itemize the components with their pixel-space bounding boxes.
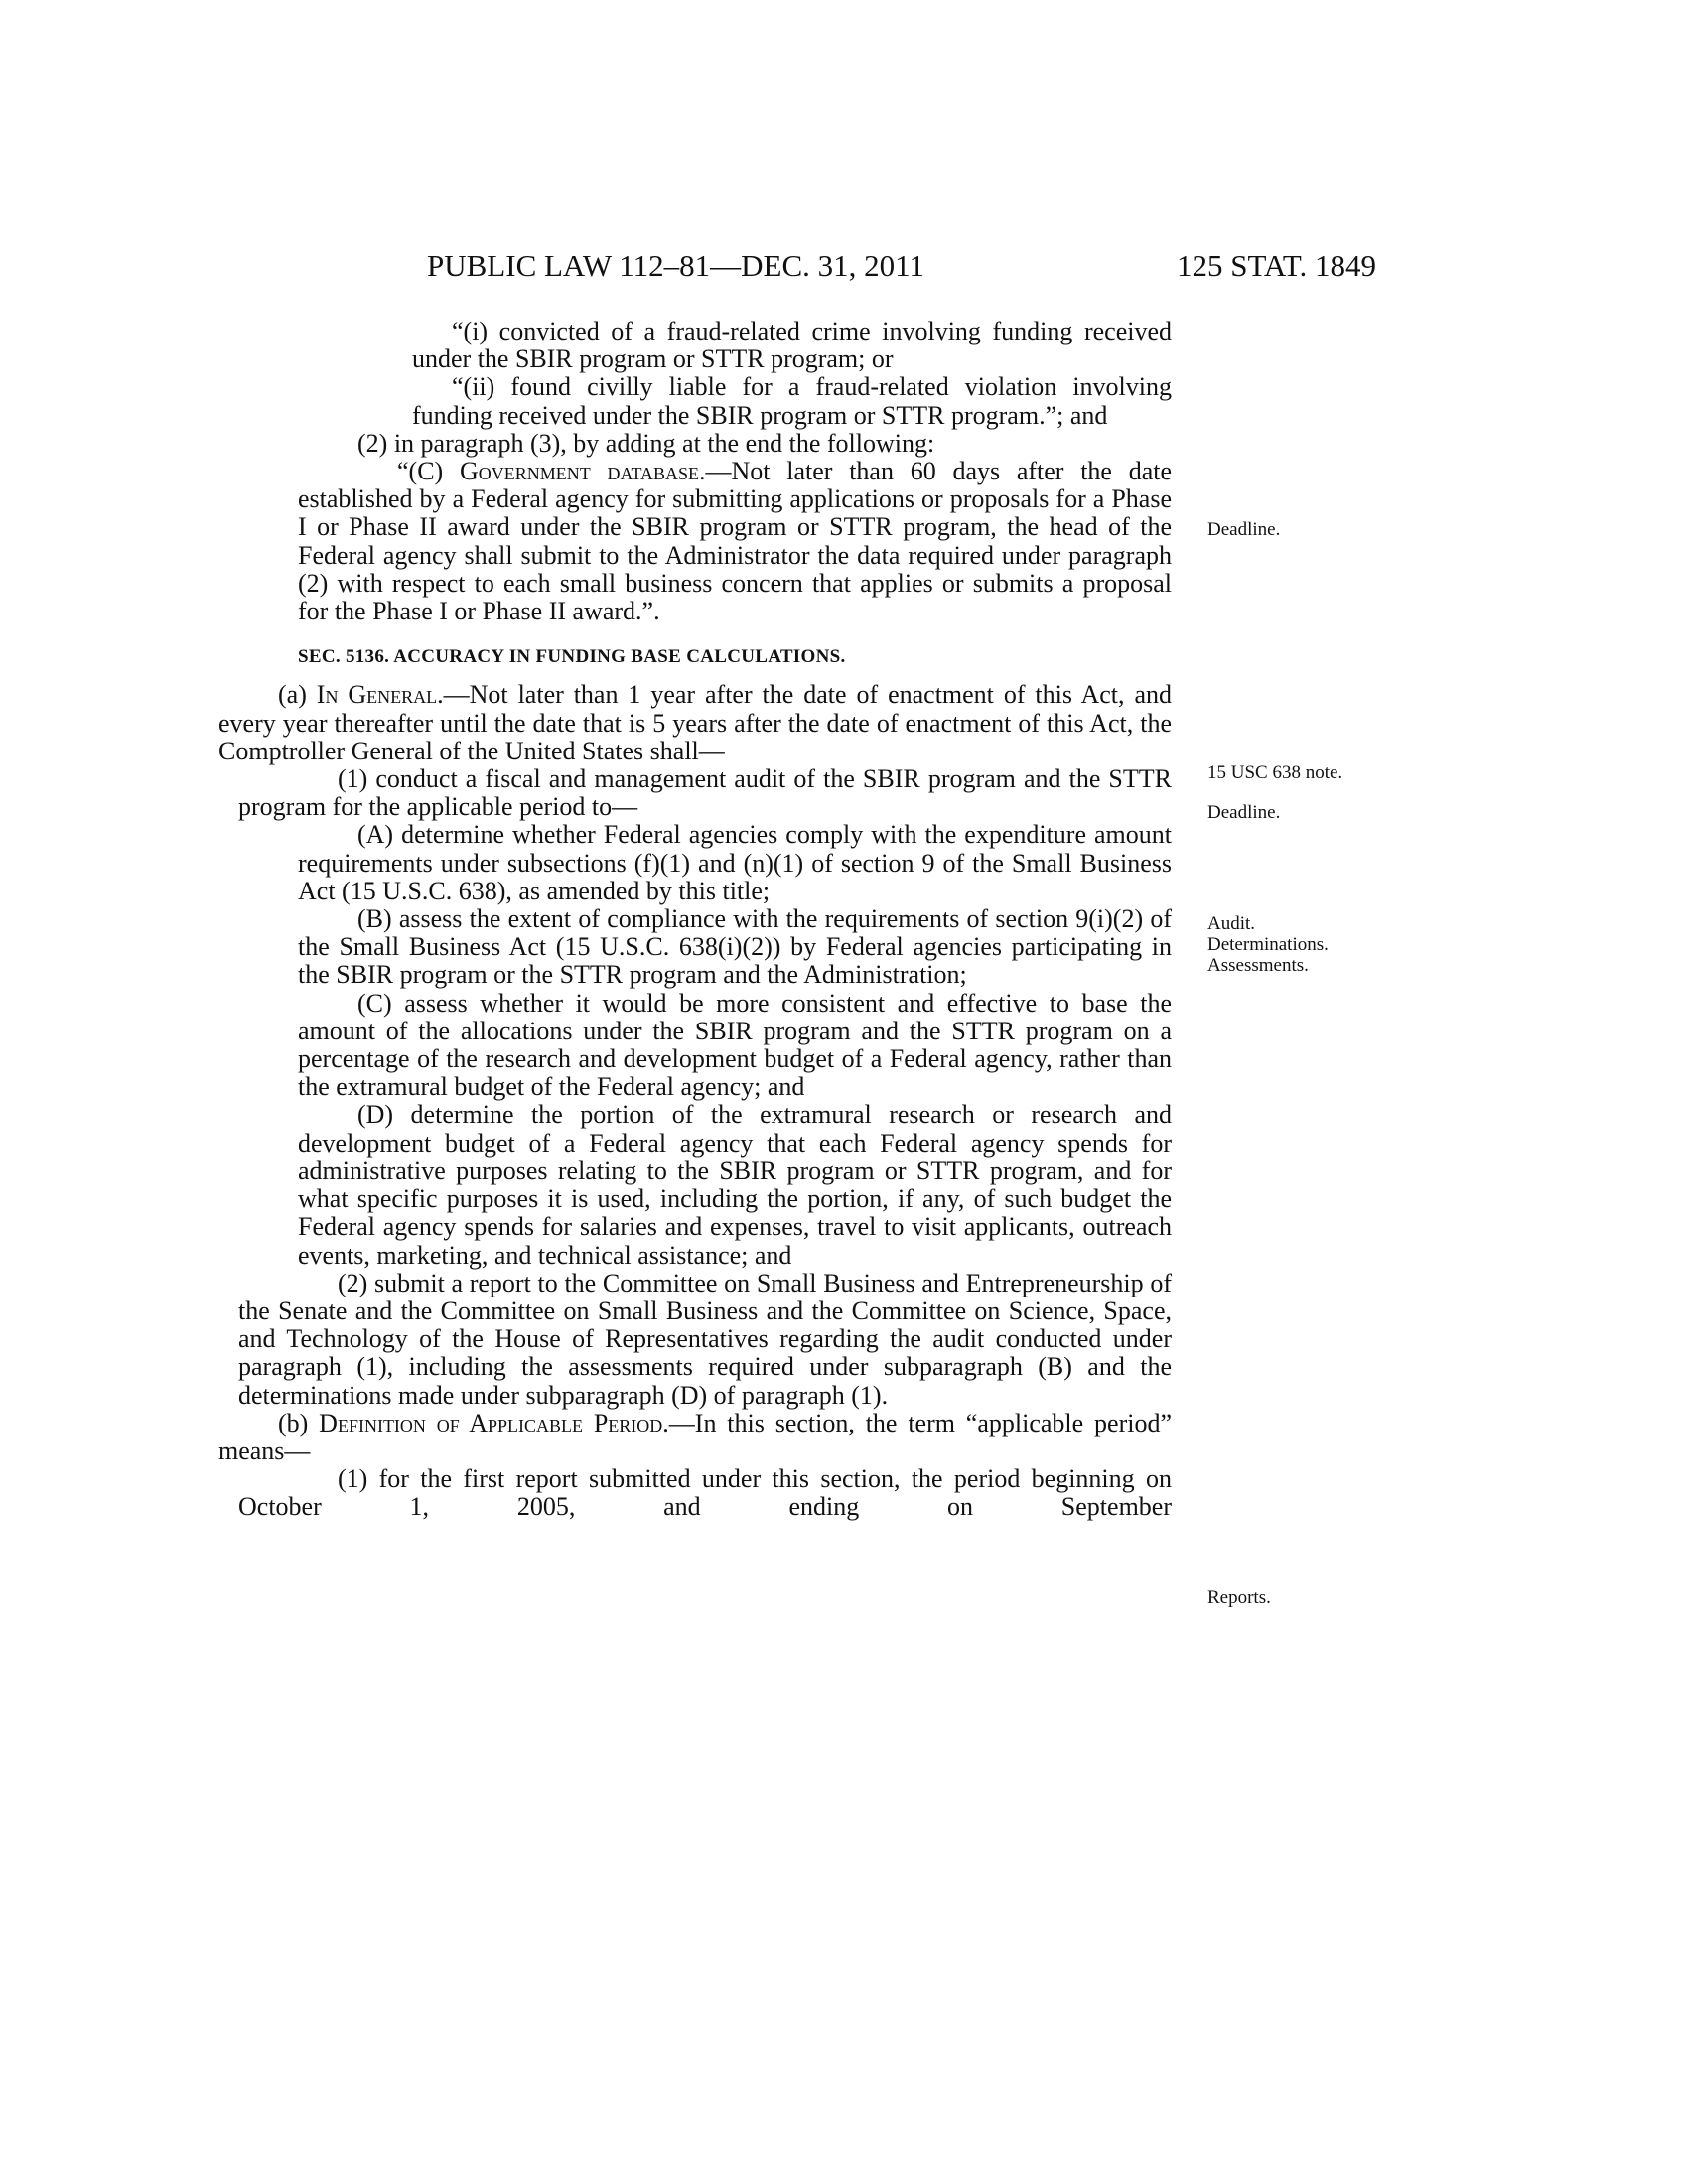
section-heading: SEC. 5136. ACCURACY IN FUNDING BASE CALCULATIONS.: [298, 646, 846, 668]
margin-note-deadline-2: Deadline.: [1207, 802, 1281, 823]
margin-note-determinations: Determinations.: [1207, 934, 1329, 955]
subsection-a-text: .—Not later than 1 year after the date of enactment of this Act, and every year thereafter until the date that is 5 years after the date of enactment of this Act, the Comptroller General of the United States shall—: [218, 680, 1172, 765]
margin-note-reports: Reports.: [1207, 1587, 1271, 1608]
subsection-a: [218, 681, 1172, 765]
margin-note-audit: Audit.: [1207, 913, 1256, 934]
subsection-b-text: .—In this section, the term “applicable period” means—: [218, 1408, 1172, 1465]
subparagraph-c-lead: “(C): [397, 457, 460, 486]
paragraph-a2: (2) submit a report to the Committee on Small Business and Entrepreneurship of the Senate and the Committee on Small Business and the Committee on Science, Space, and Technology of the House of Representatives regarding the audit conducted under paragraph (1), including the assessments required under subparagraph (B) and the determinations made under subparagraph (D) of paragraph (1).: [238, 1268, 1172, 1410]
subparagraph-a-B: (B) assess the extent of compliance with the requirements of section 9(i)(2) of the Small Business Act (15 U.S.C. 638(i)(2)) by Federal agencies participating in the SBIR program or the STTR program and the Administration;: [298, 904, 1172, 990]
subparagraph-a-A: (A) determine whether Federal agencies comply with the expenditure amount requirements under subsections (f)(1) and (n)(1) of section 9 of the Small Business Act (15 U.S.C. 638), as amended by this title;: [298, 820, 1172, 905]
margin-note-assessments: Assessments.: [1207, 955, 1309, 976]
subparagraph-c: [298, 458, 1172, 625]
subsection-a-heading: In General: [316, 680, 438, 710]
subparagraph-a-D: (D) determine the portion of the extramural research or research and development budget of a Federal agency that each Federal agency spends for administrative purposes relating to the SBIR program or STTR program, and for what specific purposes it is used, including the portion, if any, of such budget the Federal agency spends for salaries and expenses, travel to visit applicants, outreach events, marketing, and technical assistance; and: [298, 1100, 1172, 1270]
margin-note-usc: 15 USC 638 note.: [1207, 762, 1343, 783]
paragraph-b1: (1) for the first report submitted under this section, the period beginning on October 1, 2005, and ending on September: [238, 1464, 1172, 1522]
clause-ii: “(ii) found civilly liable for a fraud-related violation involving funding received under the SBIR program or STTR program.”; and: [412, 372, 1172, 430]
paragraph-a1: (1) conduct a fiscal and management audit of the SBIR program and the STTR program for the applicable period to—: [238, 764, 1172, 822]
body-text: [218, 317, 1173, 1522]
clause-i: “(i) convicted of a fraud-related crime involving funding received under the SBIR program or STTR program; or: [412, 317, 1172, 374]
subparagraph-c-heading: Government database: [459, 457, 700, 486]
subparagraph-a-C: (C) assess whether it would be more consistent and effective to base the amount of the allocations under the SBIR program and the STTR program on a percentage of the research and development budget of a Federal agency, rather than the extramural budget of the Federal agency; and: [298, 988, 1172, 1102]
running-header-left: PUBLIC LAW 112–81—DEC. 31, 2011: [427, 248, 924, 283]
margin-note-deadline-1: Deadline.: [1207, 519, 1281, 540]
subsection-a-lead: (a): [278, 680, 317, 710]
paragraph-2: (2) in paragraph (3), by adding at the end the following:: [357, 428, 935, 458]
running-header-right: 125 STAT. 1849: [1176, 248, 1376, 283]
subsection-b-heading: Definition of Applicable Period: [319, 1408, 663, 1437]
subsection-b-lead: (b): [278, 1408, 320, 1437]
subparagraph-c-text: .—Not later than 60 days after the date established by a Federal agency for submitting applications or proposals for a Phase I or Phase II award under the SBIR program or STTR program, the head of the Federal agency shall submit to the Administrator the data required under paragraph (2) with respect to each small business concern that applies or submits a proposal for the Phase I or Phase II award.”.: [298, 457, 1173, 626]
subsection-b: [218, 1410, 1172, 1465]
